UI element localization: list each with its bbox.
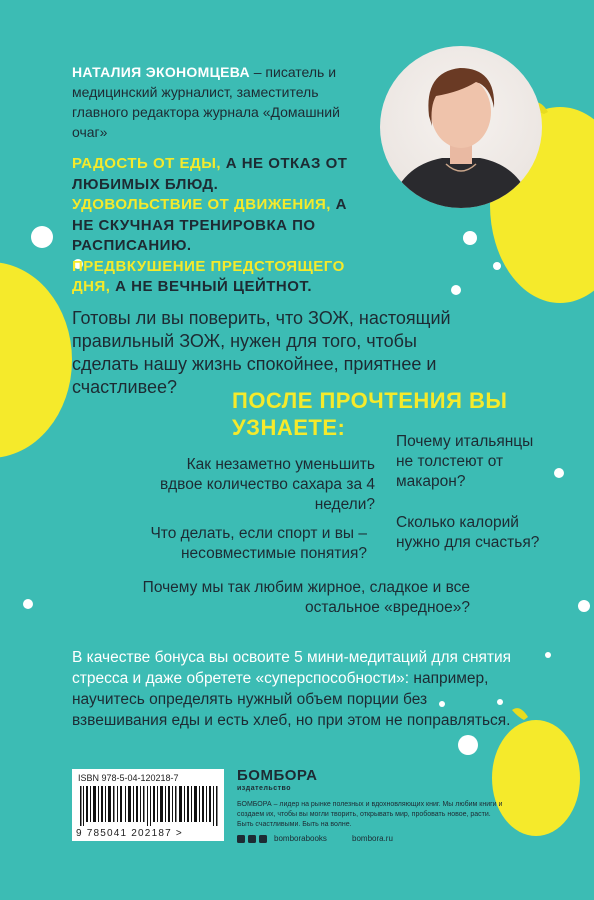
question-item: Почему итальянцы не толстеют от макарон? bbox=[396, 433, 534, 490]
social-handle: bomborabooks bbox=[274, 834, 327, 843]
after-reading-heading: ПОСЛЕ ПРОЧТЕНИЯ ВЫ УЗНАЕТЕ: bbox=[232, 388, 508, 440]
slogan-text: А НЕ СКУЧНАЯ ТРЕНИРОВКА ПО РАСПИСАНИЮ. bbox=[72, 196, 347, 254]
author-description: – писатель и медицинский журналист, заместитель главного редактора журнала «Домашний очаг» bbox=[72, 64, 340, 140]
facebook-icon bbox=[237, 835, 245, 843]
instagram-icon bbox=[259, 835, 267, 843]
barcode-number: 9 785041 202187 > bbox=[76, 828, 183, 839]
slogan-text: А НЕ ОТКАЗ ОТ ЛЮБИМЫХ БЛЮД. bbox=[72, 155, 348, 193]
slogan bbox=[72, 257, 372, 298]
author-photo bbox=[380, 46, 542, 208]
slogan bbox=[72, 154, 372, 195]
lemon-icon bbox=[0, 262, 72, 458]
bonus-paragraph bbox=[72, 647, 522, 731]
question-item: Почему мы так любим жирное, сладкое и все остальное «вредное»? bbox=[142, 579, 470, 616]
slogan-highlight: ПРЕДВКУШЕНИЕ ПРЕДСТОЯЩЕГО ДНЯ, bbox=[72, 257, 345, 295]
vk-icon bbox=[248, 835, 256, 843]
bonus-highlight: В качестве бонуса вы освоите 5 мини-медитаций для снятия стресса и даже обретете «суперспособности»: bbox=[72, 649, 512, 687]
question-item: Как незаметно уменьшить вдвое количество сахара за 4 недели? bbox=[160, 456, 375, 513]
slogan bbox=[72, 195, 372, 257]
slogan-text: А НЕ ВЕЧНЫЙ ЦЕЙТНОТ. bbox=[110, 278, 313, 295]
question-item: Что делать, если спорт и вы – несовместимые понятия? bbox=[150, 525, 367, 562]
isbn-label: ISBN 978-5-04-120218-7 bbox=[78, 773, 179, 783]
barcode bbox=[72, 769, 224, 841]
author-name: НАТАЛИЯ ЭКОНОМЦЕВА bbox=[72, 64, 250, 80]
slogans bbox=[72, 154, 372, 298]
barcode-bars bbox=[80, 786, 218, 826]
author-bio bbox=[72, 62, 362, 142]
publisher-subtitle: издательство bbox=[237, 785, 291, 792]
publisher-logo: БОМБОРА bbox=[237, 767, 318, 784]
slogan-highlight: УДОВОЛЬСТВИЕ ОТ ДВИЖЕНИЯ, bbox=[72, 196, 331, 213]
social-links bbox=[237, 834, 327, 843]
slogan-highlight: РАДОСТЬ ОТ ЕДЫ, bbox=[72, 155, 222, 172]
question-item: Сколько калорий нужно для счастья? bbox=[396, 514, 540, 551]
intro-paragraph: Готовы ли вы поверить, что ЗОЖ, настоящий правильный ЗОЖ, нужен для того, чтобы сделать нашу жизнь спокойнее, приятнее и счастливее? bbox=[72, 308, 451, 397]
publisher-description: БОМБОРА – лидер на рынке полезных и вдохновляющих книг. Мы любим книги и создаем их, чтобы вы могли творить, открывать мир, пробовать новое, расти. Быть счастливыми. Быть на волне. bbox=[237, 801, 503, 828]
bonus-text: например, научитесь определять нужный объем порции без взвешивания еды и есть хлеб, но при этом не поправляться. bbox=[72, 670, 511, 729]
publisher-website: bombora.ru bbox=[352, 834, 393, 843]
